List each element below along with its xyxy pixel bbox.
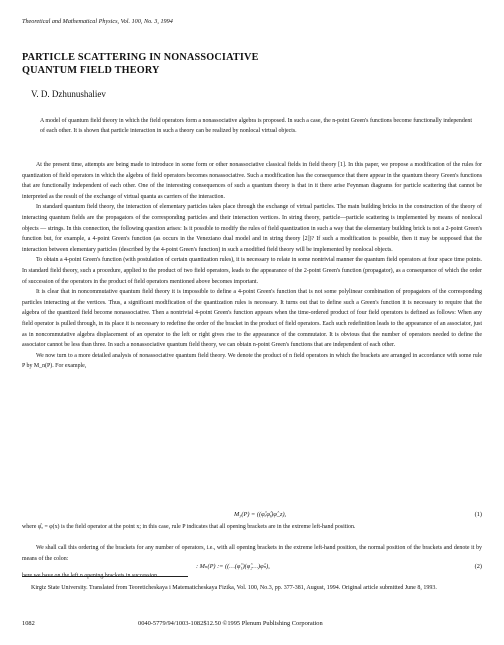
page-number: 1082: [22, 620, 35, 627]
journal-header: Theoretical and Mathematical Physics, Vol. 100, No. 3, 1994: [22, 18, 173, 25]
title-line-2: QUANTUM FIELD THEORY: [22, 64, 160, 76]
copyright-line: 0040-5779/94/1003-1082$12.50 ©1995 Plenum Publishing Corporation: [138, 620, 323, 627]
paragraph-before-eq2: We shall call this ordering of the brackets for any number of operators, i.e., with all opening brackets in the extreme left-hand position, the normal position of the brackets and denote it by means of the colon:: [22, 545, 482, 562]
paragraph-5: We now turn to a more detailed analysis of nonassociative quantum field theory. We denote the product of n field operators in which the brackets are arranged in accordance with some rule P by M_n(P). For example,: [22, 352, 482, 370]
author-name: V. D. Dzhunushaliev: [31, 89, 106, 99]
paragraph-2: In standard quantum field theory, the interaction of elementary particles takes place through the exchange of virtual particles. The main building bricks in the construction of the theory of interacting quantum fields are the propagators of the corresponding particles and their interaction vertices. In string theory, particle—particle scattering is implemented by means of nonlocal objects — strings. In this connection, the following question arises: Is it possible to modify the rules of field quantization in such a way that the elementary building brick is not a 2-point Green's function but, for example, a 4-point Green's function (as occurs in the Veneziano dual model and in string theory [2])? If such a modification is possible, then it may be supposed that the interaction between elementary particles (described by the 4-point Green's function) in such a modified field theory will be implemented by nonlocal objects.: [22, 204, 482, 253]
equation-1-number: (1): [474, 511, 482, 518]
equation-1: M₃(P) = ((φ̂ₓφ̂ᵧ)φ̂_z),: [234, 511, 287, 518]
title-line-1: PARTICLE SCATTERING IN NONASSOCIATIVE: [22, 52, 259, 63]
footnote: Kirgiz State University. Translated from Teoreticheskaya i Matematicheskaya Fizika, Vol. 100, No.3, pp. 377-381, August, 1994. Original article submitted June 8, 1993.: [31, 585, 437, 591]
paragraph-after-eq2: here we have on the left n opening brackets in succession.: [22, 573, 159, 579]
equation-2-number: (2): [474, 563, 482, 570]
abstract: A model of quantum field theory in which the field operators form a nonassociative algebra is proposed. In such a case, the n-point Green's functions become functionally independent of each other. It is shown that particle interaction in such a theory can be realized by nonlocal virtual objects.: [40, 118, 472, 135]
footnote-rule: [22, 576, 188, 577]
paragraph-4: It is clear that in noncommutative quantum field theory it is impossible to define a 4-point Green's function that is not some polylinear combination of propagators of the corresponding particles interacting at the vertices. Thus, a significant modification of the quantization rules is necessary. It turns out that to define such a Green's function it is necessary to require that the algebra of the quantized field become nonassociative. Then a nontrivial 4-point Green's function appears when the time-ordered product of four field operators is defined as follows: When any field operator is pulled through, in its place it is necessary to redefine the order of the bracket in the product of field operators. Each such redefinition leads to the appearance of an associator, just as in noncommutative algebra displacement of an operator to the left or right gives rise to the appearance of the commutator. It is obvious that the number of operators needed to define the associator cannot be less than three. In such a nonassociative quantum field theory, we can obtain n-point Green's functions that are independent of each other.: [22, 289, 482, 349]
paper-title: [22, 52, 462, 77]
paragraph-1: At the present time, attempts are being made to introduce in some form or other nonassociative classical fields in field theory [1]. In this paper, we propose a modification of the rules for quantization of field operators in which the algebra of field operators becomes nonassociative. Such a modification has the consequence that there appear in the quantum theory Green's functions that are functionally independent of each other. One of the interesting consequences of such a quantum theory is that in it there arise Feynman diagrams for particle scattering that cannot be interpreted as the result of the exchange of virtual quanta as carriers of the interaction.: [22, 162, 482, 200]
paragraph-after-eq1: where φ̂ₓ = φ(x) is the field operator at the point x; in this case, rule P indicates that all opening brackets are in the extreme left-hand position.: [22, 524, 356, 530]
paragraph-3: To obtain a 4-point Green's function (with postulation of certain quantization rules), it is necessary to relate in some nontrivial manner the quantum field operators at four space time points. In standard field theory, such a procedure, applied to the product of two field operators, leads to the appearance of the 2-point Green's function (propagator), as a consequence of which the order of succession of the operators in the product of field operators mentioned above becomes important.: [22, 257, 482, 285]
equation-2: : Mₙ(P) := ((…(φ̂₁)(φ̂₂…)φ̂ₙ),: [196, 563, 270, 570]
body-text: [22, 160, 482, 372]
